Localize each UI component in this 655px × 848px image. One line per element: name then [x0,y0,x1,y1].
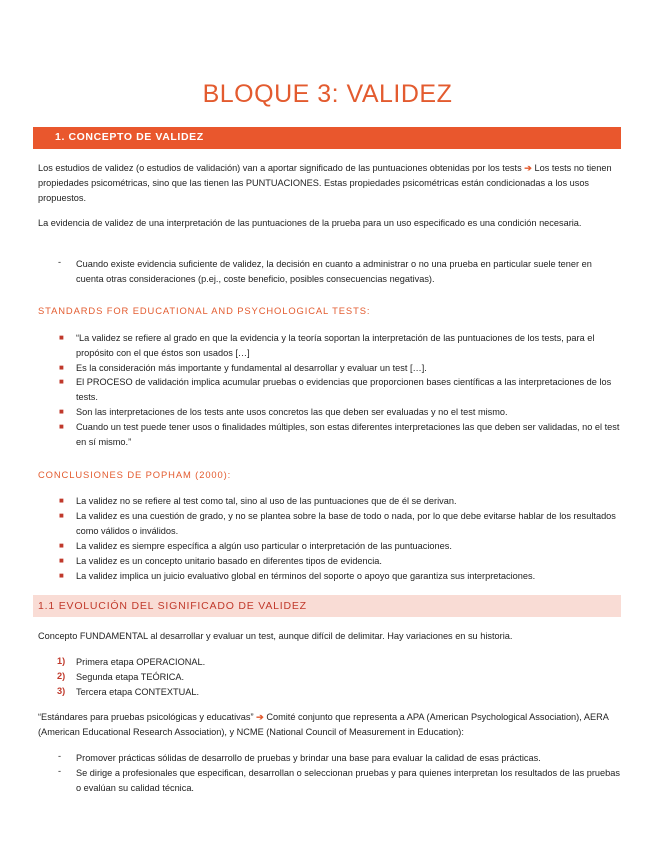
bullet-icon: ■ [59,422,64,431]
bullet-icon: ■ [59,571,64,580]
section-header-evolucion [33,595,621,617]
arrow-icon: ➔ [256,712,264,722]
stage-item: Primera etapa OPERACIONAL. [76,657,206,667]
estandares-title: “Estándares para pruebas psicológicas y educativas” [38,712,254,722]
bullet-icon: ■ [59,377,64,386]
list-item: Cuando un test puede tener usos o finalidades múltiples, son estas diferentes interpretaciones las que deben ser validadas, no el test en sí mismo.” [76,422,620,447]
list-item: La validez es siempre específica a algún uso particular o interpretación de las puntuaciones. [76,541,452,551]
list-item: Son las interpretaciones de los tests ante usos concretos las que deben ser evaluadas y no el test mismo. [76,407,508,417]
estandares-text: Comité conjunto que representa a APA (American Psychological Association), AERA (American Educational Research Association), y NCME (National Council of Measurement in Education): [38,712,609,737]
paragraph-concepto-fundamental: Concepto FUNDAMENTAL al desarrollar y evaluar un test, aunque difícil de delimitar. Hay variaciones en su historia. [38,631,513,641]
stage-number: 3) [57,686,66,696]
stage-number: 1) [57,656,66,666]
paragraph-validez-intro [38,161,618,206]
stage-item: Segunda etapa TEÓRICA. [76,672,185,682]
section-header-label: 1.1 EVOLUCIÓN DEL SIGNIFICADO DE VALIDEZ [38,600,307,612]
dash-marker: - [58,257,62,267]
list-item-promover: Promover prácticas sólidas de desarrollo de pruebas y brindar una base para evaluar la calidad de esas prácticas. [76,753,541,763]
paragraph-evidencia: La evidencia de validez de una interpretación de las puntuaciones de la prueba para un uso especificado es una condición necesaria. [38,218,582,228]
arrow-icon: ➔ [524,163,532,173]
subheading-standards: STANDARDS FOR EDUCATIONAL AND PSYCHOLOGICAL TESTS: [38,305,371,316]
dash-marker: - [58,751,62,761]
intro-text-a: Los estudios de validez (o estudios de validación) van a aportar significado de las puntuaciones obtenidas por los tests [38,163,522,173]
intro-text-b: Los tests no tienen propiedades psicométricas, sino que las tienen las PUNTUACIONES. Estas propiedades psicométricas están condicionadas a los usos propuestos. [38,163,612,203]
list-item: La validez no se refiere al test como tal, sino al uso de las puntuaciones que de él se derivan. [76,496,457,506]
list-item-consideraciones: Cuando existe evidencia suficiente de validez, la decisión en cuanto a administrar o no una prueba en particular suele tener en cuenta otras consideraciones (p.ej., coste beneficio, posibles consecuencias negativas). [76,259,592,284]
dash-marker: - [58,766,62,776]
bullet-icon: ■ [59,541,64,550]
list-item: La validez implica un juicio evaluativo global en términos del soporte o apoyo que garantiza sus interpretaciones. [76,571,536,581]
bullet-icon: ■ [59,556,64,565]
list-item-profesionales: Se dirige a profesionales que especifican, desarrollan o seleccionan pruebas y para quienes interpretan los resultados de las pruebas o evalúan su calidad técnica. [76,768,620,793]
paragraph-estandares [38,710,618,740]
bullet-icon: ■ [59,363,64,372]
list-item: La validez es un concepto unitario basado en diferentes tipos de evidencia. [76,556,382,566]
stage-number: 2) [57,671,66,681]
subheading-popham: CONCLUSIONES DE POPHAM (2000): [38,469,232,480]
bullet-icon: ■ [59,333,64,342]
section-header-concepto [33,127,621,149]
bullet-icon: ■ [59,511,64,520]
bullet-icon: ■ [59,496,64,505]
bullet-icon: ■ [59,407,64,416]
page-title: BLOQUE 3: VALIDEZ [202,80,453,108]
stage-item: Tercera etapa CONTEXTUAL. [76,687,200,697]
list-item: La validez es una cuestión de grado, y no se plantea sobre la base de todo o nada, por lo que debe evitarse hablar de los resultados como válidos o inválidos. [76,511,616,536]
list-item: El PROCESO de validación implica acumular pruebas o evidencias que proporcionen bases científicas a las interpretaciones de los tests. [76,377,612,402]
section-header-label: 1. CONCEPTO DE VALIDEZ [55,131,204,143]
list-item: “La validez se refiere al grado en que la evidencia y la teoría soportan la interpretación de las puntuaciones de los tests, para el propósito con el que éstos son usados […] [76,333,595,358]
list-item: Es la consideración más importante y fundamental al desarrollar y evaluar un test […]. [76,363,427,373]
